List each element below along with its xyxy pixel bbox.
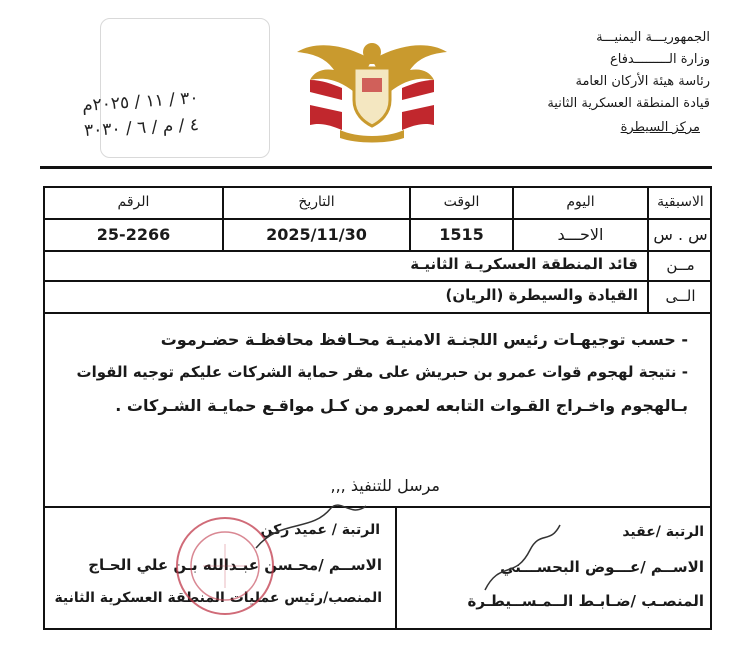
- sig-left-position: المنصب/رئيس عمليات المنطقة العسكرية الثانية: [54, 590, 382, 606]
- signature-scribble-right: [475, 520, 565, 600]
- value-day: الاحـــد: [557, 225, 604, 244]
- to-label: الــى: [665, 287, 696, 305]
- header-day: اليوم: [566, 194, 595, 210]
- header-line-republic: الجمهوريـــة اليمنيـــة: [596, 30, 710, 45]
- from-label: مــن: [666, 256, 695, 274]
- sig-right-position: المنصـب /ضـابـط الــمـســيطـرة: [467, 592, 704, 610]
- from-value: قائد المنطقة العسكريـة الثانيـة: [410, 255, 638, 273]
- header-date: التاريخ: [298, 194, 335, 210]
- value-priority: س . س: [653, 225, 708, 244]
- body-line-1: - حسب توجيهـات رئيس اللجنـة الامنيـة محـافظ محافظـة حضـرموت: [160, 330, 688, 349]
- closing-text: مرسل للتنفيذ ,,,: [330, 476, 440, 495]
- header-priority: الاسبقية: [657, 194, 704, 210]
- header-line-command: قيادة المنطقة العسكرية الثانية: [547, 96, 710, 111]
- to-value: القيادة والسيطرة (الريان): [445, 286, 638, 304]
- signature-scribble-left: [251, 498, 371, 558]
- handwritten-date: ٣٠ / ١١ / ٢٠٢٥م: [81, 87, 200, 117]
- header-line-staff: رئاسة هيئة الأركان العامة: [575, 74, 710, 89]
- value-number: 25-2266: [96, 225, 171, 244]
- sig-left-rank: الرتبة / عميد ركن: [260, 522, 380, 538]
- header-time: الوقت: [443, 194, 480, 210]
- yemen-emblem: [292, 30, 452, 145]
- handwritten-reference: ٤ / م / ٦ / ٣٠٣٠: [83, 115, 200, 141]
- header-line-ministry: وزارة الـــــــــدفاع: [610, 52, 710, 67]
- body-line-2: - نتيجة لهجوم قوات عمرو بن حبريش على مقر حماية الشركات عليكم توجيه القوات: [76, 363, 688, 381]
- value-date: 2025/11/30: [266, 225, 367, 244]
- sig-right-name: الاســم /عـــوض البحســـني: [500, 558, 704, 576]
- header-line-control: مركز السيطرة: [620, 120, 700, 135]
- body-line-3: بـالهجوم واخـراج القـوات التابعه لعمرو من كـل مواقـع حمايـة الشـركات .: [115, 396, 688, 415]
- header-divider: [40, 166, 712, 169]
- message-form: [43, 186, 712, 630]
- sig-right-rank: الرتبة /عقيد: [622, 524, 704, 540]
- header-number: الرقم: [117, 194, 150, 210]
- value-time: 1515: [439, 225, 484, 244]
- sig-left-name: الاســم /محـسن عبـدالله بـن علي الحـاج: [88, 556, 382, 574]
